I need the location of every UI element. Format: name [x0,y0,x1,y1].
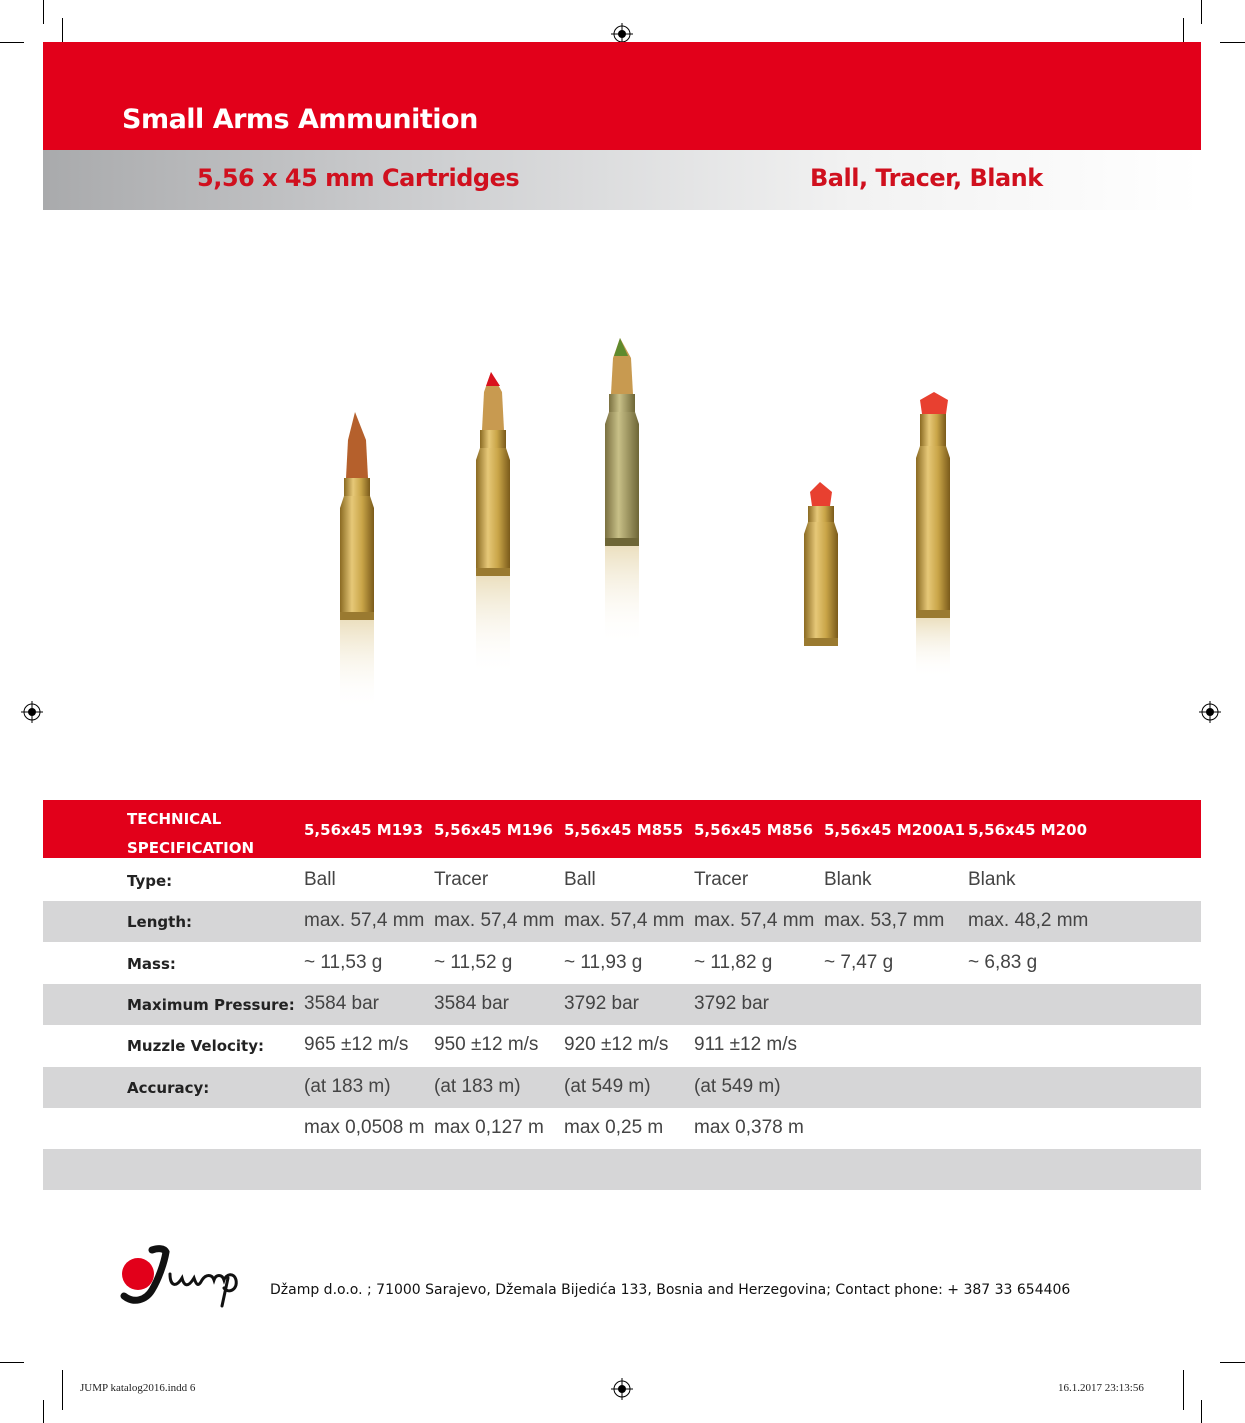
spec-heading-line1: TECHNICAL [127,810,222,828]
table-cell: (at 183 m) [434,1076,521,1097]
table-cell: Blank [824,869,872,890]
table-cell: 3792 bar [564,993,640,1014]
table-cell: 965 ±12 m/s [304,1034,409,1055]
table-cell: 3792 bar [694,993,770,1014]
crop-mark [1201,0,1202,24]
table-row [43,943,1201,984]
table-cell: 950 ±12 m/s [434,1034,539,1055]
crop-mark [1220,1362,1245,1363]
row-label: Length: [127,913,192,931]
row-label: Muzzle Velocity: [127,1037,264,1055]
table-cell: max. 57,4 mm [564,910,685,931]
table-cell: Ball [564,869,596,890]
crop-mark [1220,42,1245,43]
company-info: Džamp d.o.o. ; 71000 Sarajevo, Džemala Bijedića 133, Bosnia and Herzegovina; Contact phone: + 387 33 654406 [270,1282,1071,1298]
table-cell: ~ 7,47 g [824,952,894,973]
registration-mark-icon [611,1378,633,1400]
row-label: Accuracy: [127,1079,210,1097]
crop-mark [1201,1400,1202,1423]
table-cell: max 0,25 m [564,1117,664,1138]
column-header: 5,56x45 M200 [968,821,1088,839]
row-label: Type: [127,872,173,890]
crop-mark [1183,1370,1184,1410]
cartridge-m855 [605,338,639,646]
row-label: Maximum Pressure: [127,996,295,1014]
table-cell: ~ 11,82 g [694,952,773,973]
table-row [43,860,1201,901]
crop-mark [0,1362,24,1363]
product-types: Ball, Tracer, Blank [810,164,1043,192]
column-header: 5,56x45 M200A1 [824,821,966,839]
table-cell: 3584 bar [304,993,380,1014]
table-cell: max. 53,7 mm [824,910,945,931]
crop-mark [43,0,44,24]
cartridge-m200a1 [804,482,838,646]
table-cell: max 0,127 m [434,1117,544,1138]
cartridge-m200 [916,392,950,678]
table-cell: ~ 6,83 g [968,952,1038,973]
crop-mark [62,1370,63,1410]
table-cell: Blank [968,869,1016,890]
column-header: 5,56x45 M196 [434,821,554,839]
column-header: 5,56x45 M193 [304,821,424,839]
cartridge-m193 [340,412,374,710]
table-row [43,1067,1201,1108]
file-slug: JUMP katalog2016.indd 6 [80,1382,196,1394]
table-row [43,901,1201,942]
cartridges-photo [300,320,1000,800]
crop-mark [0,42,24,43]
spec-heading [127,805,254,863]
date-slug: 16.1.2017 23:13:56 [1058,1382,1144,1394]
spec-heading-line2: SPECIFICATION [127,839,255,857]
registration-mark-icon [1199,701,1221,723]
table-cell: ~ 11,53 g [304,952,383,973]
registration-mark-icon [21,701,43,723]
table-cell: ~ 11,52 g [434,952,513,973]
table-row [43,1149,1201,1190]
table-cell: max. 57,4 mm [434,910,555,931]
table-cell: max 0,0508 m [304,1117,425,1138]
page-title: Small Arms Ammunition [122,104,478,135]
column-header: 5,56x45 M855 [564,821,684,839]
table-cell: max. 57,4 mm [304,910,425,931]
table-cell: Tracer [694,869,749,890]
spec-table-header [43,800,1201,858]
product-subtitle: 5,56 x 45 mm Cartridges [197,164,520,192]
row-label: Mass: [127,955,176,973]
table-cell: max. 48,2 mm [968,910,1089,931]
table-cell: Tracer [434,869,489,890]
table-row [43,1025,1201,1066]
cartridge-m196 [476,372,510,676]
table-row [43,984,1201,1025]
table-cell: max 0,378 m [694,1117,804,1138]
table-cell: (at 183 m) [304,1076,391,1097]
table-cell: 920 ±12 m/s [564,1034,669,1055]
column-header: 5,56x45 M856 [694,821,814,839]
table-cell: 911 ±12 m/s [694,1034,798,1055]
table-cell: (at 549 m) [564,1076,651,1097]
table-cell: Ball [304,869,336,890]
table-cell: 3584 bar [434,993,510,1014]
table-cell: max. 57,4 mm [694,910,815,931]
table-row [43,1108,1201,1149]
jump-logo-icon [118,1244,258,1314]
crop-mark [43,1400,44,1423]
table-cell: (at 549 m) [694,1076,781,1097]
table-cell: ~ 11,93 g [564,952,643,973]
